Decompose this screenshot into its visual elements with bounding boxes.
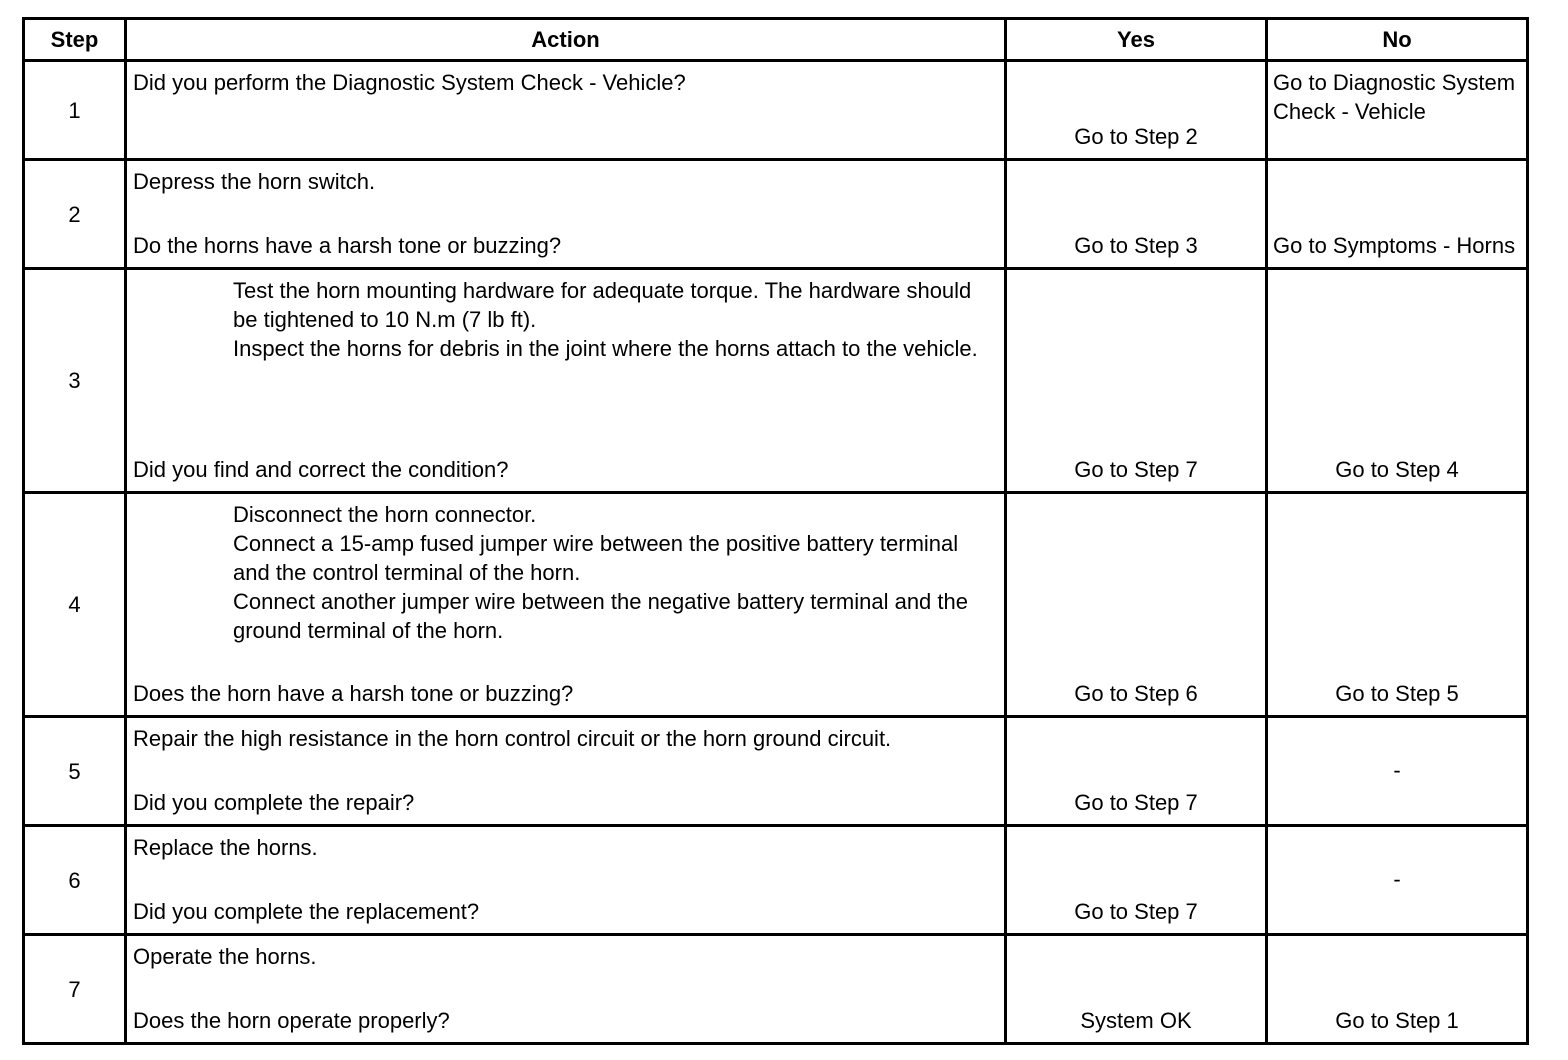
header-no: No: [1267, 19, 1528, 61]
yes-cell: [1006, 160, 1267, 269]
yes-link: Go to Step 7: [1074, 457, 1198, 482]
header-action: Action: [126, 19, 1006, 61]
no-link: Go to Symptoms - Horns: [1273, 233, 1516, 258]
table-row: [24, 493, 1528, 717]
step-number: 6: [24, 826, 126, 935]
no-cell: [1267, 160, 1528, 269]
action-question: Did you complete the repair?: [133, 790, 415, 815]
header-row: [24, 19, 1528, 61]
action-cell: [126, 826, 1006, 935]
table-row: [24, 826, 1528, 935]
yes-link: Go to Step 2: [1074, 124, 1198, 149]
action-text: Operate the horns.: [133, 944, 317, 969]
no-cell: [1267, 493, 1528, 717]
action-question: Do the horns have a harsh tone or buzzing?: [133, 233, 562, 258]
yes-link: Go to Step 7: [1074, 790, 1198, 815]
action-question: Did you find and correct the condition?: [133, 457, 509, 482]
table-row: [24, 717, 1528, 826]
no-link: Go to Diagnostic System Check - Vehicle: [1273, 70, 1516, 124]
action-text: Did you perform the Diagnostic System Check - Vehicle?: [133, 70, 686, 95]
action-text: Test the horn mounting hardware for adequate torque. The hardware should be tightened to 10 N.m (7 lb ft). Inspect the horns for debris in the joint where the horns attach to the vehicle.: [233, 278, 978, 361]
step-number: 4: [24, 493, 126, 717]
yes-cell: [1006, 717, 1267, 826]
action-cell: [126, 717, 1006, 826]
no-link: Go to Step 4: [1335, 457, 1459, 482]
action-cell: [126, 269, 1006, 493]
yes-link: Go to Step 3: [1074, 233, 1198, 258]
yes-cell: [1006, 826, 1267, 935]
yes-link: Go to Step 7: [1074, 899, 1198, 924]
table-row: [24, 935, 1528, 1044]
action-cell: [126, 493, 1006, 717]
action-cell: [126, 935, 1006, 1044]
step-number: 1: [24, 61, 126, 160]
no-cell: [1267, 717, 1528, 826]
diagnostic-table: [22, 17, 1529, 1045]
action-question: Does the horn have a harsh tone or buzzing?: [133, 681, 574, 706]
action-question: Did you complete the replacement?: [133, 899, 480, 924]
action-cell: [126, 160, 1006, 269]
step-number: 7: [24, 935, 126, 1044]
no-cell: [1267, 826, 1528, 935]
no-link: Go to Step 5: [1335, 681, 1459, 706]
table-row: [24, 160, 1528, 269]
step-number: 3: [24, 269, 126, 493]
yes-link: System OK: [1080, 1008, 1192, 1033]
no-cell: [1267, 935, 1528, 1044]
yes-cell: [1006, 493, 1267, 717]
yes-link: Go to Step 6: [1074, 681, 1198, 706]
header-step: Step: [24, 19, 126, 61]
action-text: Disconnect the horn connector. Connect a 15-amp fused jumper wire between the positive battery terminal and the control terminal of the horn. Connect another jumper wire between the negative battery terminal and the ground terminal of the horn.: [233, 502, 968, 643]
no-link: -: [1393, 757, 1401, 782]
action-question: Does the horn operate properly?: [133, 1008, 450, 1033]
action-text: Replace the horns.: [133, 835, 318, 860]
no-link: -: [1393, 866, 1401, 891]
yes-cell: [1006, 61, 1267, 160]
yes-cell: [1006, 935, 1267, 1044]
action-text: Depress the horn switch.: [133, 169, 376, 194]
no-link: Go to Step 1: [1335, 1008, 1459, 1033]
step-number: 5: [24, 717, 126, 826]
table-row: [24, 61, 1528, 160]
action-cell: [126, 61, 1006, 160]
header-yes: Yes: [1006, 19, 1267, 61]
yes-cell: [1006, 269, 1267, 493]
step-number: 2: [24, 160, 126, 269]
no-cell: [1267, 61, 1528, 160]
no-cell: [1267, 269, 1528, 493]
table-row: [24, 269, 1528, 493]
action-text: Repair the high resistance in the horn control circuit or the horn ground circuit.: [133, 726, 892, 751]
